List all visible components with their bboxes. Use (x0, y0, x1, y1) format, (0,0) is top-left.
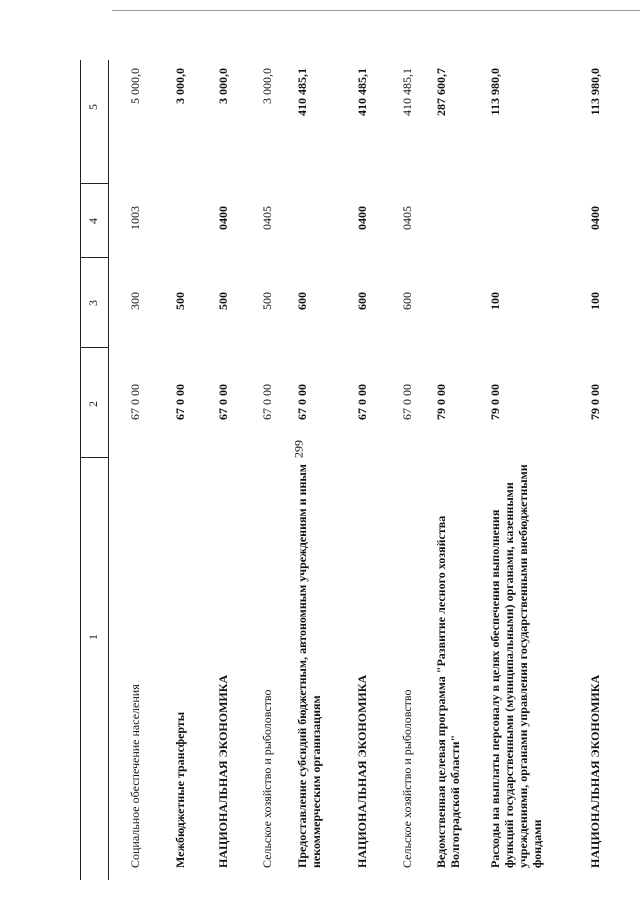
row-target-code: 67 0 00 (128, 384, 142, 420)
row-section-code: 1003 (128, 206, 142, 230)
row-section-code: 0400 (588, 206, 602, 230)
row-expense-type: 500 (260, 292, 274, 310)
row-expense-type: 100 (488, 292, 502, 310)
header-col-4: 4 (86, 218, 100, 224)
row-name: Сельское хозяйство и рыболовство (260, 689, 274, 868)
row-amount: 287 600,7 (434, 68, 448, 116)
top-rule (112, 10, 640, 11)
row-amount: 3 000,0 (216, 68, 230, 104)
row-target-code: 79 0 00 (434, 384, 448, 420)
row-expense-type: 600 (400, 292, 414, 310)
row-amount: 5 000,0 (128, 68, 142, 104)
row-name: Ведомственная целевая программа "Развитие лесного хозяйства Волгоградской области" (434, 515, 462, 868)
row-amount: 113 980,0 (588, 68, 602, 116)
row-amount: 3 000,0 (260, 68, 274, 104)
page-number: 299 (291, 440, 306, 458)
row-name: НАЦИОНАЛЬНАЯ ЭКОНОМИКА (216, 674, 230, 868)
row-name: Сельское хозяйство и рыболовство (400, 689, 414, 868)
row-target-code: 67 0 00 (400, 384, 414, 420)
row-section-code: 0400 (216, 206, 230, 230)
row-section-code: 0400 (355, 206, 369, 230)
row-target-code: 79 0 00 (488, 384, 502, 420)
row-target-code: 79 0 00 (588, 384, 602, 420)
row-section-code: 0405 (260, 206, 274, 230)
row-name: НАЦИОНАЛЬНАЯ ЭКОНОМИКА (355, 674, 369, 868)
row-amount: 113 980,0 (488, 68, 502, 116)
row-amount: 410 485,1 (295, 68, 309, 116)
row-name: Предоставление субсидий бюджетным, автономным учреждениям и иным некоммерческим организациям (295, 464, 323, 868)
row-expense-type: 500 (173, 292, 187, 310)
row-section-code: 0405 (400, 206, 414, 230)
row-target-code: 67 0 00 (216, 384, 230, 420)
row-amount: 410 485,1 (355, 68, 369, 116)
column-divider (81, 257, 108, 258)
row-name: Социальное обеспечение населения (128, 684, 142, 868)
column-divider (81, 183, 108, 184)
row-name: НАЦИОНАЛЬНАЯ ЭКОНОМИКА (588, 674, 602, 868)
row-amount: 3 000,0 (173, 68, 187, 104)
header-col-2: 2 (86, 401, 100, 407)
row-expense-type: 100 (588, 292, 602, 310)
budget-table (80, 60, 615, 880)
row-expense-type: 500 (216, 292, 230, 310)
row-target-code: 67 0 00 (260, 384, 274, 420)
table-header (80, 60, 109, 880)
row-expense-type: 600 (355, 292, 369, 310)
row-amount: 410 485,1 (400, 68, 414, 116)
row-expense-type: 600 (295, 292, 309, 310)
row-target-code: 67 0 00 (355, 384, 369, 420)
column-divider (81, 457, 108, 458)
row-name: Межбюджетные трансферты (173, 711, 187, 868)
header-col-5: 5 (86, 104, 100, 110)
row-name: Расходы на выплаты персоналу в целях обеспечения выполнения функций государственными (муниципальными) органами, казенными учреждениями, органами управления государственными внебюджетными фондами (488, 464, 544, 868)
row-target-code: 67 0 00 (295, 384, 309, 420)
column-divider (81, 347, 108, 348)
row-expense-type: 300 (128, 292, 142, 310)
header-col-3: 3 (86, 300, 100, 306)
header-col-1: 1 (86, 634, 100, 640)
row-target-code: 67 0 00 (173, 384, 187, 420)
